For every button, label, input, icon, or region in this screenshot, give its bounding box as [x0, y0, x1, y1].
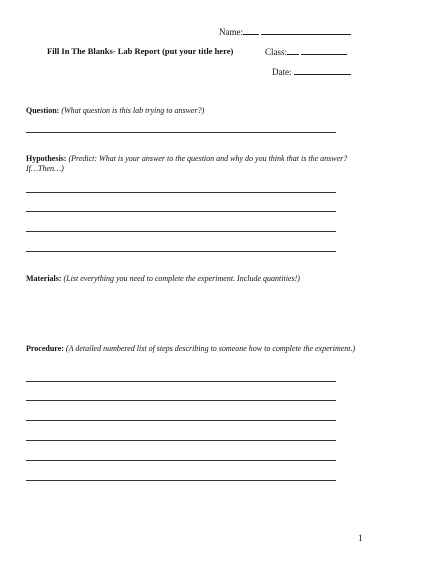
hypothesis-answer-line-3[interactable] — [26, 231, 336, 232]
name-label: Name: — [219, 27, 243, 37]
question-section — [26, 106, 356, 116]
date-field — [272, 66, 351, 77]
name-blank-1[interactable] — [243, 26, 259, 35]
hypothesis-answer-line-2[interactable] — [26, 211, 336, 212]
procedure-section — [26, 344, 356, 354]
class-blank-2[interactable] — [301, 46, 347, 55]
procedure-answer-line-5[interactable] — [26, 460, 336, 461]
procedure-answer-line-2[interactable] — [26, 400, 336, 401]
hypothesis-section — [26, 154, 356, 174]
procedure-answer-line-4[interactable] — [26, 440, 336, 441]
class-label: Class: — [265, 47, 288, 57]
class-field — [265, 46, 347, 57]
class-blank-1[interactable] — [287, 46, 299, 55]
procedure-answer-line-3[interactable] — [26, 420, 336, 421]
procedure-label: Procedure: — [26, 344, 64, 353]
question-prompt: (What question is this lab trying to answer?) — [61, 106, 205, 115]
name-field — [219, 26, 351, 37]
date-blank[interactable] — [294, 66, 351, 75]
materials-label: Materials: — [26, 274, 62, 283]
hypothesis-label: Hypothesis: — [26, 154, 67, 163]
hypothesis-answer-line-4[interactable] — [26, 251, 336, 252]
procedure-answer-line-6[interactable] — [26, 480, 336, 481]
procedure-answer-line-1[interactable] — [26, 381, 336, 382]
date-label: Date: — [272, 67, 292, 77]
question-answer-line[interactable] — [26, 132, 336, 133]
materials-prompt: (List everything you need to complete the experiment. Include quantities!) — [63, 274, 300, 283]
name-blank-2[interactable] — [261, 26, 351, 35]
procedure-prompt: (A detailed numbered list of steps describing to someone how to complete the experiment.) — [65, 344, 356, 353]
report-title: Fill In The Blanks- Lab Report (put your title here) — [47, 46, 234, 56]
page-number: 1 — [358, 533, 363, 543]
question-label: Question: — [26, 106, 60, 115]
hypothesis-prompt: (Predict: What is your answer to the question and why do you think that is the answer? If…Then…) — [26, 154, 348, 173]
materials-section — [26, 274, 366, 284]
hypothesis-answer-line-1[interactable] — [26, 192, 336, 193]
